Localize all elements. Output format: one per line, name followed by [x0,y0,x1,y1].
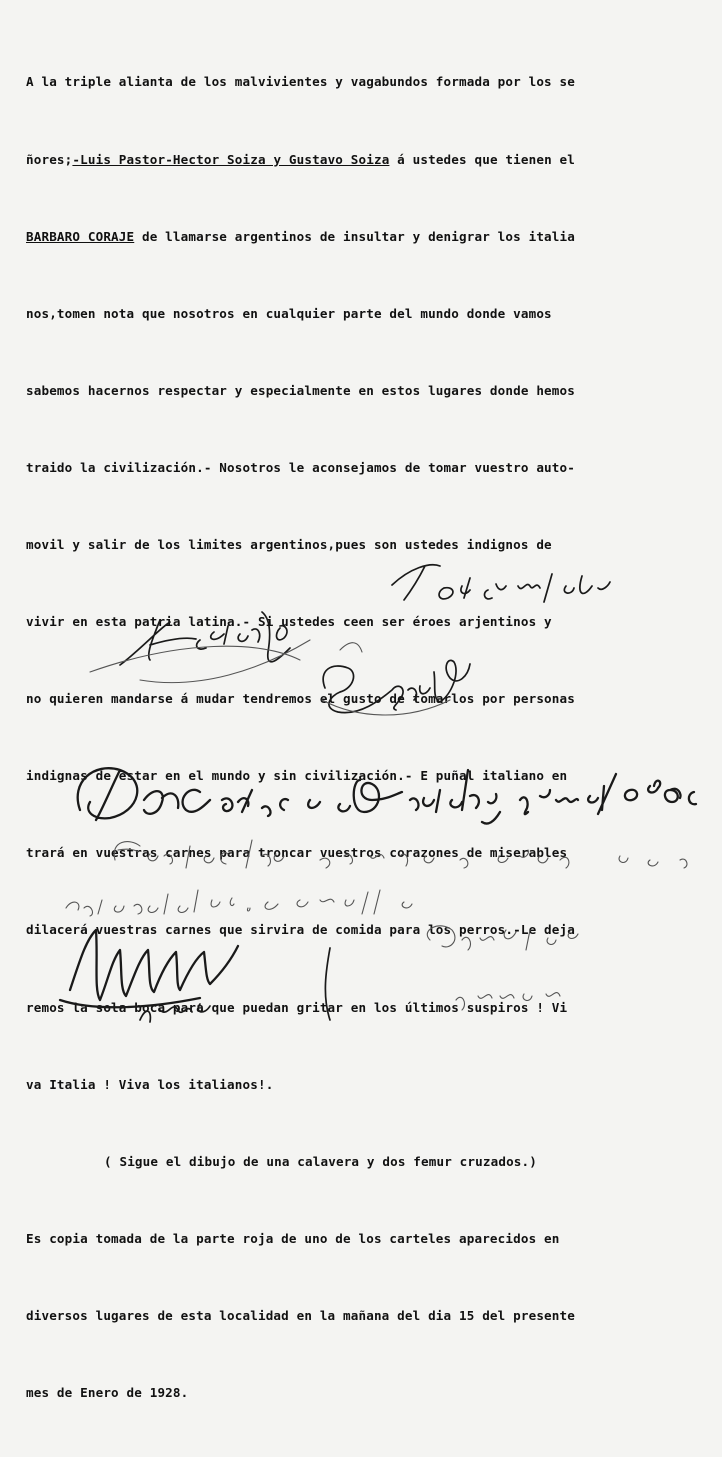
text-line: nos,tomen nota que nosotros en cualquier parte del mundo donde vamos [26,305,552,321]
text-line: sabemos hacernos respectar y especialmente en estos lugares donde hemos [26,382,575,398]
signature-doctor-luis-pastor [392,565,610,602]
text-line: remos la sola boca para que puedan gritar en los últimos suspiros ! Vi [26,999,568,1015]
text-line: traido la civilización.- Nosotros le aconsejamos de tomar vuestro auto- [26,459,575,475]
text-line: BARBARO CORAJE de llamarse argentinos de insultar y denigrar los italia [26,228,575,244]
text-line: no quieren mandarse á mudar tendremos el gusto de tomarlos por personas [26,691,575,707]
handwritten-place-date [78,768,696,823]
text-line: vivir en esta patria latina.- Si ustedes ceen ser éroes arjentinos y [26,614,552,630]
text-line: movil y salir de los limites argentinos,pues son ustedes indignos de [26,536,552,552]
signature-hector-soiza [90,612,310,683]
text-line: indignas de estar en el mundo y sin civilización.- E puñal italiano en [26,768,568,784]
text-line: dilacerá vuestras carnes que sirvira de comida para los perros.-Le deja [26,922,575,938]
text-line: va Italia ! Viva los italianos!. [26,1076,274,1092]
text-line: ñores;-Luis Pastor-Hector Soiza y Gustavo Soiza á ustedes que tienen el [26,151,575,167]
certification-line: mes de Enero de 1928. [26,1385,189,1400]
certification-line: Es copia tomada de la parte roja de uno de los carteles aparecidos en [26,1230,560,1246]
handwritten-remittance-note [66,840,687,916]
certification-line: diversos lugares de esta localidad en la mañana del dia 15 del presente [26,1307,575,1323]
signature-gustavo-soiza [322,643,470,715]
barbaro-coraje-underlined: BARBARO CORAJE [26,228,135,244]
signature-lower-left [60,930,238,1022]
drawing-note: ( Sigue el dibujo de una calavera y dos femur cruzados.) [104,1153,537,1169]
names-underlined: -Luis Pastor-Hector Soiza y Gustavo Soiza [72,151,390,167]
text-line: A la triple alianta de los malvivientes y vagabundos formada por los se [26,74,575,90]
text-line: trará en vuestras carnes para troncar vuestros corazones de miserables [26,845,568,861]
signature-lower-right [325,926,578,1020]
